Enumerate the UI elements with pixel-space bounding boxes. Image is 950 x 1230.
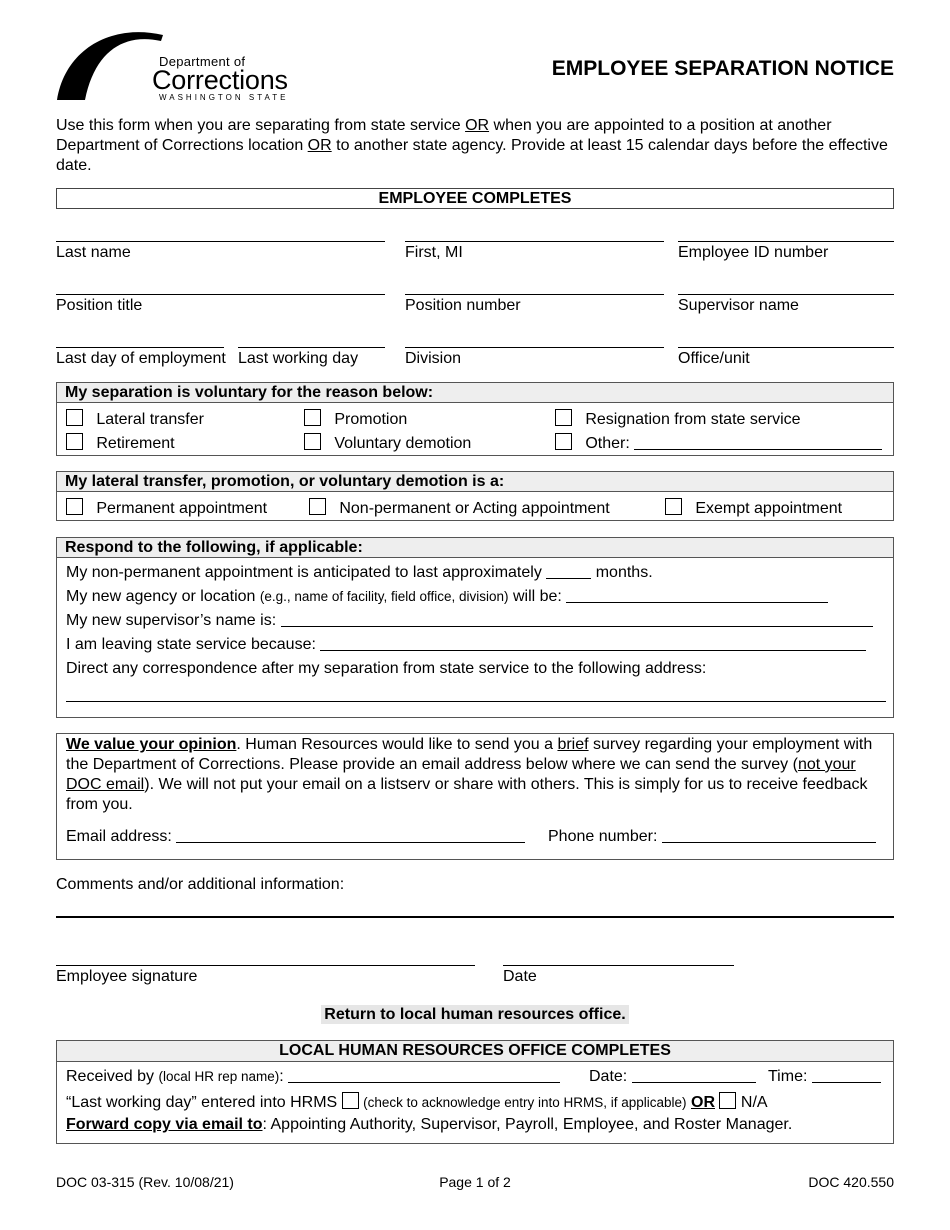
hrms-row: [66, 1092, 768, 1112]
option-demotion[interactable]: [304, 433, 471, 453]
last-working-day-field[interactable]: [238, 347, 385, 348]
hrms-hint: (check to acknowledge entry into HRMS, if applicable): [363, 1095, 687, 1110]
division-field[interactable]: [405, 347, 664, 348]
comments-input[interactable]: [56, 916, 894, 918]
option-nonpermanent[interactable]: [309, 498, 610, 518]
lateral-checkbox[interactable]: [66, 409, 83, 426]
hr-time-input[interactable]: [812, 1068, 881, 1083]
opinion-part: . Human Resources would like to send you a: [236, 736, 558, 753]
agency-hint: (e.g., name of facility, field office, division): [259, 589, 509, 604]
logo-state-text: WASHINGTON STATE: [159, 93, 289, 102]
respond-line-supervisor: [66, 612, 873, 630]
signature-date-label: Date: [503, 968, 537, 985]
other-label: Other:: [585, 435, 630, 452]
option-permanent[interactable]: [66, 498, 267, 518]
phone-label: Phone number:: [548, 828, 658, 845]
logo-corrections-text: Corrections: [152, 65, 288, 95]
position-number-label: Position number: [405, 297, 521, 314]
voluntary-box: [56, 382, 894, 456]
office-unit-field[interactable]: [678, 347, 894, 348]
option-retirement[interactable]: [66, 433, 175, 453]
supervisor-text: My new supervisor’s name is:: [66, 612, 277, 629]
retirement-checkbox[interactable]: [66, 433, 83, 450]
last-day-employment-label: Last day of employment: [56, 350, 226, 367]
option-other[interactable]: [555, 433, 882, 453]
received-label: Received by: [66, 1068, 155, 1085]
footer-page: Page 1 of 2: [439, 1174, 511, 1190]
exempt-checkbox[interactable]: [665, 498, 682, 515]
respond-line-address: Direct any correspondence after my separation from state service to the following address:: [66, 660, 707, 677]
employee-section-header: EMPLOYEE COMPLETES: [56, 188, 894, 209]
option-resignation[interactable]: [555, 409, 801, 429]
hr-box: [56, 1040, 894, 1144]
received-colon: :: [279, 1068, 284, 1085]
received-input[interactable]: [288, 1068, 560, 1083]
received-row: [66, 1068, 560, 1086]
employee-id-field[interactable]: [678, 241, 894, 242]
exempt-label: Exempt appointment: [695, 500, 843, 517]
agency-text: My new agency or location: [66, 588, 256, 605]
forward-lead: Forward copy via email to: [66, 1116, 263, 1133]
months-text: months.: [595, 564, 653, 581]
address-input[interactable]: [66, 701, 886, 702]
permanent-checkbox[interactable]: [66, 498, 83, 515]
option-exempt[interactable]: [665, 498, 842, 518]
hr-time-row: [768, 1068, 881, 1086]
hr-date-input[interactable]: [632, 1068, 756, 1083]
opinion-part: survey regarding your employment with the Department of Corrections. Please provide an email address below where we can send the survey (: [66, 736, 873, 773]
hr-date-label: Date:: [589, 1068, 628, 1085]
respond-header: Respond to the following, if applicable:: [57, 538, 893, 558]
other-checkbox[interactable]: [555, 433, 572, 450]
signature-label: Employee signature: [56, 968, 198, 985]
received-hint: (local HR rep name): [158, 1069, 280, 1084]
office-unit-label: Office/unit: [678, 350, 750, 367]
leaving-reason-input[interactable]: [320, 636, 866, 651]
nonpermanent-label: Non-permanent or Acting appointment: [339, 500, 610, 517]
agency-text-b: will be:: [512, 588, 562, 605]
intro-or: OR: [307, 137, 332, 154]
first-mi-label: First, MI: [405, 244, 463, 261]
last-name-field[interactable]: [56, 241, 385, 242]
supervisor-name-label: Supervisor name: [678, 297, 799, 314]
demotion-label: Voluntary demotion: [334, 435, 472, 452]
last-working-day-label: Last working day: [238, 350, 359, 367]
permanent-label: Permanent appointment: [96, 500, 268, 517]
reason-text: I am leaving state service because:: [66, 636, 316, 653]
na-checkbox[interactable]: [719, 1092, 736, 1109]
respond-line-reason: [66, 636, 866, 654]
option-lateral[interactable]: [66, 409, 204, 429]
intro-or: OR: [465, 117, 490, 134]
signature-field[interactable]: [56, 965, 475, 966]
opinion-text: [66, 735, 886, 815]
comments-label: Comments and/or additional information:: [56, 876, 345, 893]
duration-text: My non-permanent appointment is anticipated to last approximately: [66, 564, 542, 581]
last-name-label: Last name: [56, 244, 131, 261]
forward-text: : Appointing Authority, Supervisor, Payroll, Employee, and Roster Manager.: [262, 1116, 793, 1133]
phone-row: [548, 828, 876, 846]
resignation-label: Resignation from state service: [585, 411, 801, 428]
demotion-checkbox[interactable]: [304, 433, 321, 450]
new-supervisor-input[interactable]: [281, 612, 873, 627]
position-title-label: Position title: [56, 297, 143, 314]
opinion-part: ). We will not put your email on a listserv or share with others. This is simply for us to receive feedback from you.: [66, 776, 868, 813]
intro-text: [56, 116, 906, 176]
opinion-box: [56, 733, 894, 860]
nonpermanent-checkbox[interactable]: [309, 498, 326, 515]
lateral-label: Lateral transfer: [96, 411, 204, 428]
other-input[interactable]: [634, 435, 882, 450]
option-promotion[interactable]: [304, 409, 407, 429]
last-day-employment-field[interactable]: [56, 347, 224, 348]
supervisor-name-field[interactable]: [678, 294, 894, 295]
page-title: EMPLOYEE SEPARATION NOTICE: [551, 57, 894, 80]
hr-header: LOCAL HUMAN RESOURCES OFFICE COMPLETES: [57, 1041, 893, 1062]
signature-date-field[interactable]: [503, 965, 734, 966]
opinion-brief: brief: [557, 736, 589, 753]
intro-part: to another state agency. Provide at least 15 calendar days before the effective date.: [56, 137, 888, 174]
logo-dept-text: Department of: [159, 54, 246, 69]
employee-id-label: Employee ID number: [678, 244, 829, 261]
respond-line-agency: [66, 588, 828, 606]
email-label: Email address:: [66, 828, 172, 845]
voluntary-header: My separation is voluntary for the reason below:: [57, 383, 893, 403]
first-mi-field[interactable]: [405, 241, 664, 242]
months-input[interactable]: [546, 564, 591, 579]
arc-logo-icon: [55, 25, 165, 103]
hrms-or: OR: [691, 1094, 715, 1111]
promotion-checkbox[interactable]: [304, 409, 321, 426]
hr-time-label: Time:: [768, 1068, 808, 1085]
na-label: N/A: [740, 1094, 768, 1111]
resignation-checkbox[interactable]: [555, 409, 572, 426]
transfer-header: My lateral transfer, promotion, or voluntary demotion is a:: [57, 472, 893, 492]
retirement-label: Retirement: [96, 435, 175, 452]
position-title-field[interactable]: [56, 294, 385, 295]
email-row: [66, 828, 525, 846]
promotion-label: Promotion: [334, 411, 408, 428]
return-note-wrap: [0, 1006, 950, 1024]
forward-row: [66, 1116, 792, 1134]
intro-part: Use this form when you are separating from state service: [56, 117, 466, 134]
respond-line-duration: [66, 564, 653, 582]
opinion-notdoc: not your DOC email: [66, 756, 856, 793]
respond-box: [56, 537, 894, 718]
intro-part: when you are appointed to a position at another Department of Corrections location: [56, 117, 832, 154]
email-input[interactable]: [176, 828, 525, 843]
hrms-text: “Last working day” entered into HRMS: [66, 1094, 338, 1111]
transfer-box: [56, 471, 894, 521]
position-number-field[interactable]: [405, 294, 664, 295]
phone-input[interactable]: [662, 828, 876, 843]
footer-policy: DOC 420.550: [808, 1174, 894, 1190]
footer-form-number: DOC 03-315 (Rev. 10/08/21): [56, 1174, 234, 1190]
opinion-lead: We value your opinion: [66, 736, 237, 753]
return-note: Return to local human resources office.: [321, 1005, 628, 1024]
agency-input[interactable]: [566, 588, 828, 603]
hrms-checkbox[interactable]: [342, 1092, 359, 1109]
division-label: Division: [405, 350, 462, 367]
hr-date-row: [589, 1068, 756, 1086]
doc-logo: [55, 25, 289, 103]
